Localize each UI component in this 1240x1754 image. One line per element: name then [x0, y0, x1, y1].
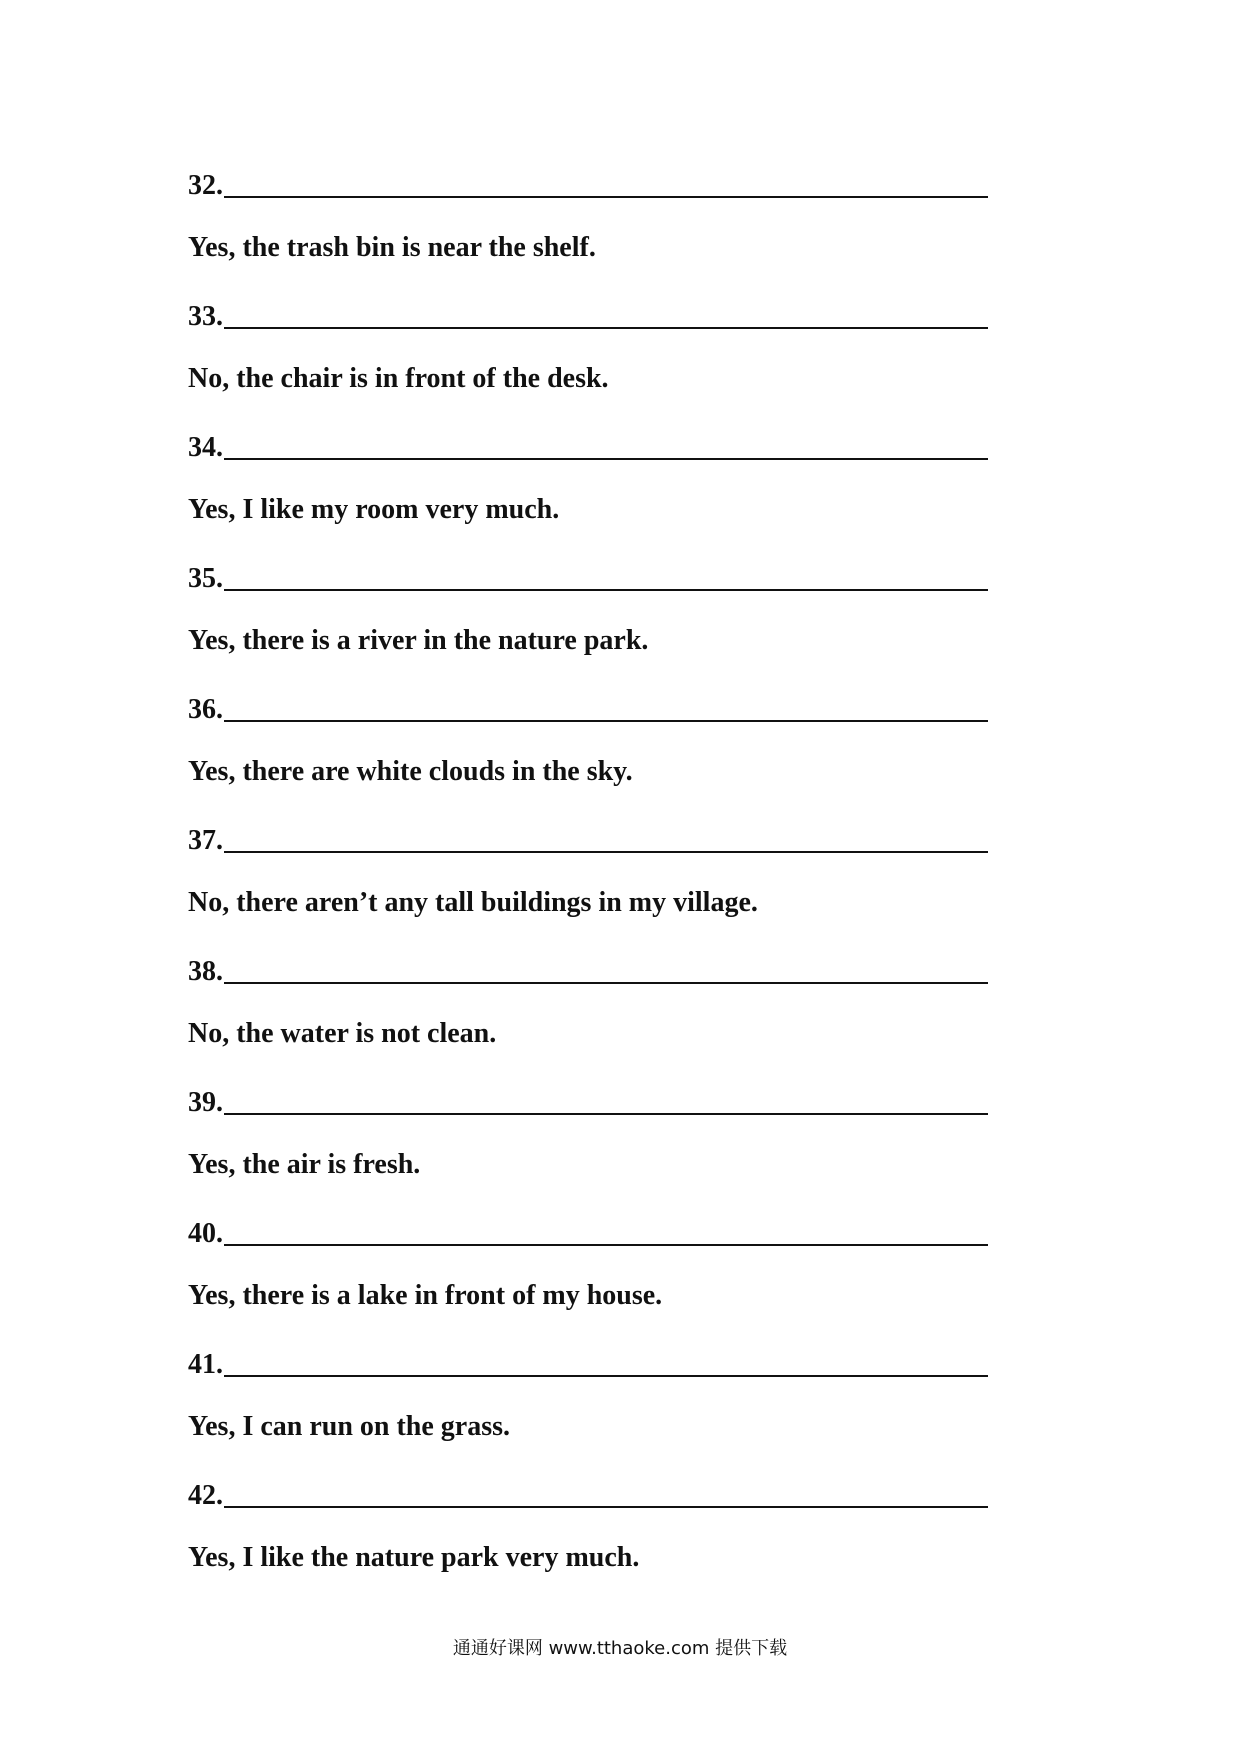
answer-blank-line[interactable] — [224, 851, 988, 853]
question-32 — [188, 160, 988, 262]
question-number: 39. — [188, 1087, 223, 1118]
answer-blank-line[interactable] — [224, 589, 988, 591]
answer-blank-line[interactable] — [224, 1113, 988, 1115]
question-number: 41. — [188, 1349, 223, 1380]
question-line — [188, 684, 988, 724]
question-number: 32. — [188, 170, 223, 201]
question-line — [188, 815, 988, 855]
question-42 — [188, 1470, 988, 1572]
question-39 — [188, 1077, 988, 1179]
question-line — [188, 291, 988, 331]
question-35 — [188, 553, 988, 655]
question-number: 37. — [188, 825, 223, 856]
answer-text: Yes, there is a river in the nature park. — [188, 625, 649, 656]
answer-blank-line[interactable] — [224, 1244, 988, 1246]
question-number: 36. — [188, 694, 223, 725]
question-line — [188, 946, 988, 986]
question-33 — [188, 291, 988, 393]
question-line — [188, 160, 988, 200]
question-number: 40. — [188, 1218, 223, 1249]
answer-text: Yes, the air is fresh. — [188, 1149, 421, 1180]
question-line — [188, 553, 988, 593]
answer-text: No, there aren’t any tall buildings in my village. — [188, 887, 758, 918]
question-number: 34. — [188, 432, 223, 463]
answer-blank-line[interactable] — [224, 720, 988, 722]
question-line — [188, 422, 988, 462]
question-34 — [188, 422, 988, 524]
question-38 — [188, 946, 988, 1048]
question-41 — [188, 1339, 988, 1441]
answer-text: Yes, I can run on the grass. — [188, 1411, 511, 1442]
answer-text: Yes, there are white clouds in the sky. — [188, 756, 633, 787]
question-number: 42. — [188, 1480, 223, 1511]
question-line — [188, 1470, 988, 1510]
footer-source-note: 通通好课网 www.tthaoke.com 提供下载 — [452, 1638, 788, 1659]
question-40 — [188, 1208, 988, 1310]
answer-text: Yes, the trash bin is near the shelf. — [188, 232, 596, 263]
answer-text: No, the chair is in front of the desk. — [188, 363, 609, 394]
question-37 — [188, 815, 988, 917]
question-line — [188, 1077, 988, 1117]
answer-blank-line[interactable] — [224, 196, 988, 198]
answer-text: Yes, I like my room very much. — [188, 494, 560, 525]
question-line — [188, 1339, 988, 1379]
answer-text: No, the water is not clean. — [188, 1018, 497, 1049]
question-number: 33. — [188, 301, 223, 332]
question-line — [188, 1208, 988, 1248]
answer-blank-line[interactable] — [224, 1506, 988, 1508]
answer-blank-line[interactable] — [224, 327, 988, 329]
question-36 — [188, 684, 988, 786]
answer-text: Yes, there is a lake in front of my house. — [188, 1280, 663, 1311]
question-number: 38. — [188, 956, 223, 987]
answer-blank-line[interactable] — [224, 982, 988, 984]
answer-text: Yes, I like the nature park very much. — [188, 1542, 640, 1573]
question-number: 35. — [188, 563, 223, 594]
answer-blank-line[interactable] — [224, 458, 988, 460]
answer-blank-line[interactable] — [224, 1375, 988, 1377]
